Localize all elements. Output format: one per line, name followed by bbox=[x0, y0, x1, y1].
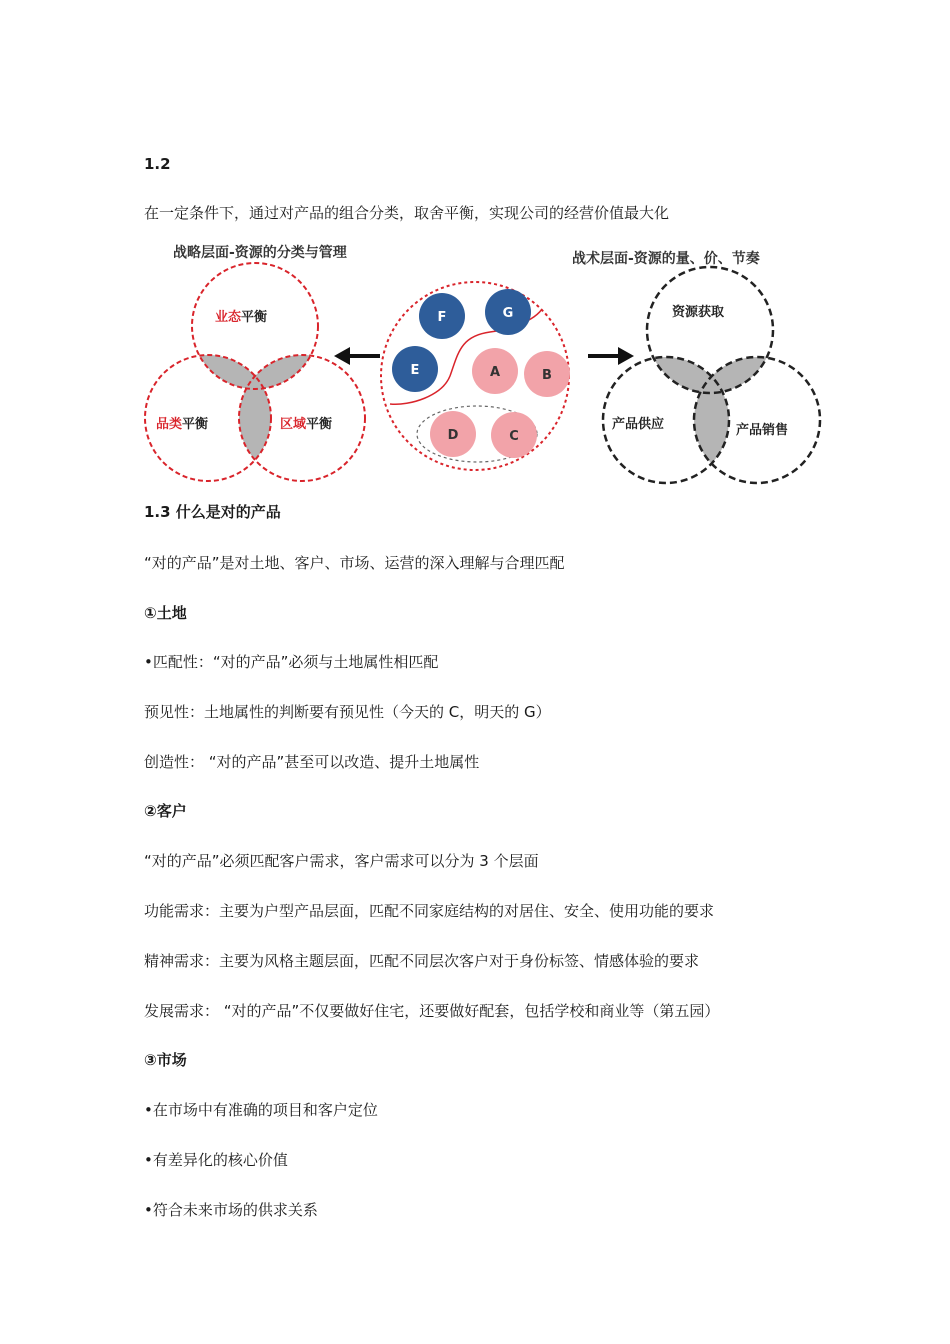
left-left-label-red: 品类 bbox=[156, 417, 183, 432]
market-heading: ③市场 bbox=[144, 1051, 187, 1069]
left-top-circle bbox=[192, 263, 318, 389]
market-item: •符合未来市场的供求关系 bbox=[144, 1201, 318, 1219]
market-item: •有差异化的核心价值 bbox=[144, 1151, 288, 1169]
land-item: •匹配性：“对的产品”必须与土地属性相匹配 bbox=[144, 653, 439, 671]
right-top-label: 资源获取 bbox=[672, 305, 725, 320]
node-g-label: G bbox=[502, 306, 514, 321]
node-a-label: A bbox=[489, 365, 501, 380]
right-right-label: 产品销售 bbox=[736, 423, 789, 438]
customer-item: 功能需求：主要为户型产品层面，匹配不同家庭结构的对居住、安全、使用功能的要求 bbox=[144, 902, 715, 920]
node-f-label: F bbox=[437, 310, 447, 325]
node-d-label: D bbox=[447, 428, 459, 443]
market-item: •在市场中有准确的项目和客户定位 bbox=[144, 1101, 378, 1119]
land-item: 预见性：土地属性的判断要有预见性（今天的 C，明天的 G） bbox=[144, 703, 551, 721]
node-c-label: C bbox=[509, 429, 519, 444]
left-top-label-red: 业态 bbox=[215, 310, 242, 325]
svg-text:业态平衡 bbox=[215, 309, 267, 325]
customer-intro: “对的产品”必须匹配客户需求，客户需求可以分为 3 个层面 bbox=[144, 852, 539, 870]
section-1-3-intro: “对的产品”是对土地、客户、市场、运营的深入理解与合理匹配 bbox=[144, 554, 565, 572]
right-left-label: 产品供应 bbox=[612, 417, 665, 432]
section-heading-1-2: 1.2 bbox=[144, 155, 171, 173]
left-left-label-black: 平衡 bbox=[182, 417, 209, 432]
svg-text:区域平衡 bbox=[280, 416, 332, 432]
left-diagram-title: 战略层面-资源的分类与管理 bbox=[173, 245, 347, 261]
svg-text:品类平衡 bbox=[156, 416, 208, 432]
left-arrow bbox=[334, 347, 380, 365]
section-heading-1-3: 1.3 什么是对的产品 bbox=[144, 503, 281, 521]
left-right-label-black: 平衡 bbox=[306, 417, 333, 432]
node-e-label: E bbox=[410, 363, 420, 378]
customer-item: 精神需求：主要为风格主题层面，匹配不同层次客户对于身份标签、情感体验的要求 bbox=[144, 952, 700, 970]
right-diagram-title: 战术层面-资源的量、价、节奏 bbox=[572, 251, 760, 267]
land-heading: ①土地 bbox=[144, 604, 187, 622]
left-right-label-red: 区域 bbox=[280, 417, 307, 432]
customer-item: 发展需求： “对的产品”不仅要做好住宅，还要做好配套，包括学校和商业等（第五园） bbox=[144, 1002, 720, 1020]
node-b-label: B bbox=[542, 368, 552, 383]
resource-diagram bbox=[140, 236, 830, 488]
land-item: 创造性： “对的产品”甚至可以改造、提升土地属性 bbox=[144, 753, 480, 771]
right-arrow bbox=[588, 347, 634, 365]
customer-heading: ②客户 bbox=[144, 802, 187, 820]
section-1-2-intro: 在一定条件下，通过对产品的组合分类，取舍平衡，实现公司的经营价值最大化 bbox=[144, 204, 670, 222]
left-top-label-black: 平衡 bbox=[241, 310, 268, 325]
